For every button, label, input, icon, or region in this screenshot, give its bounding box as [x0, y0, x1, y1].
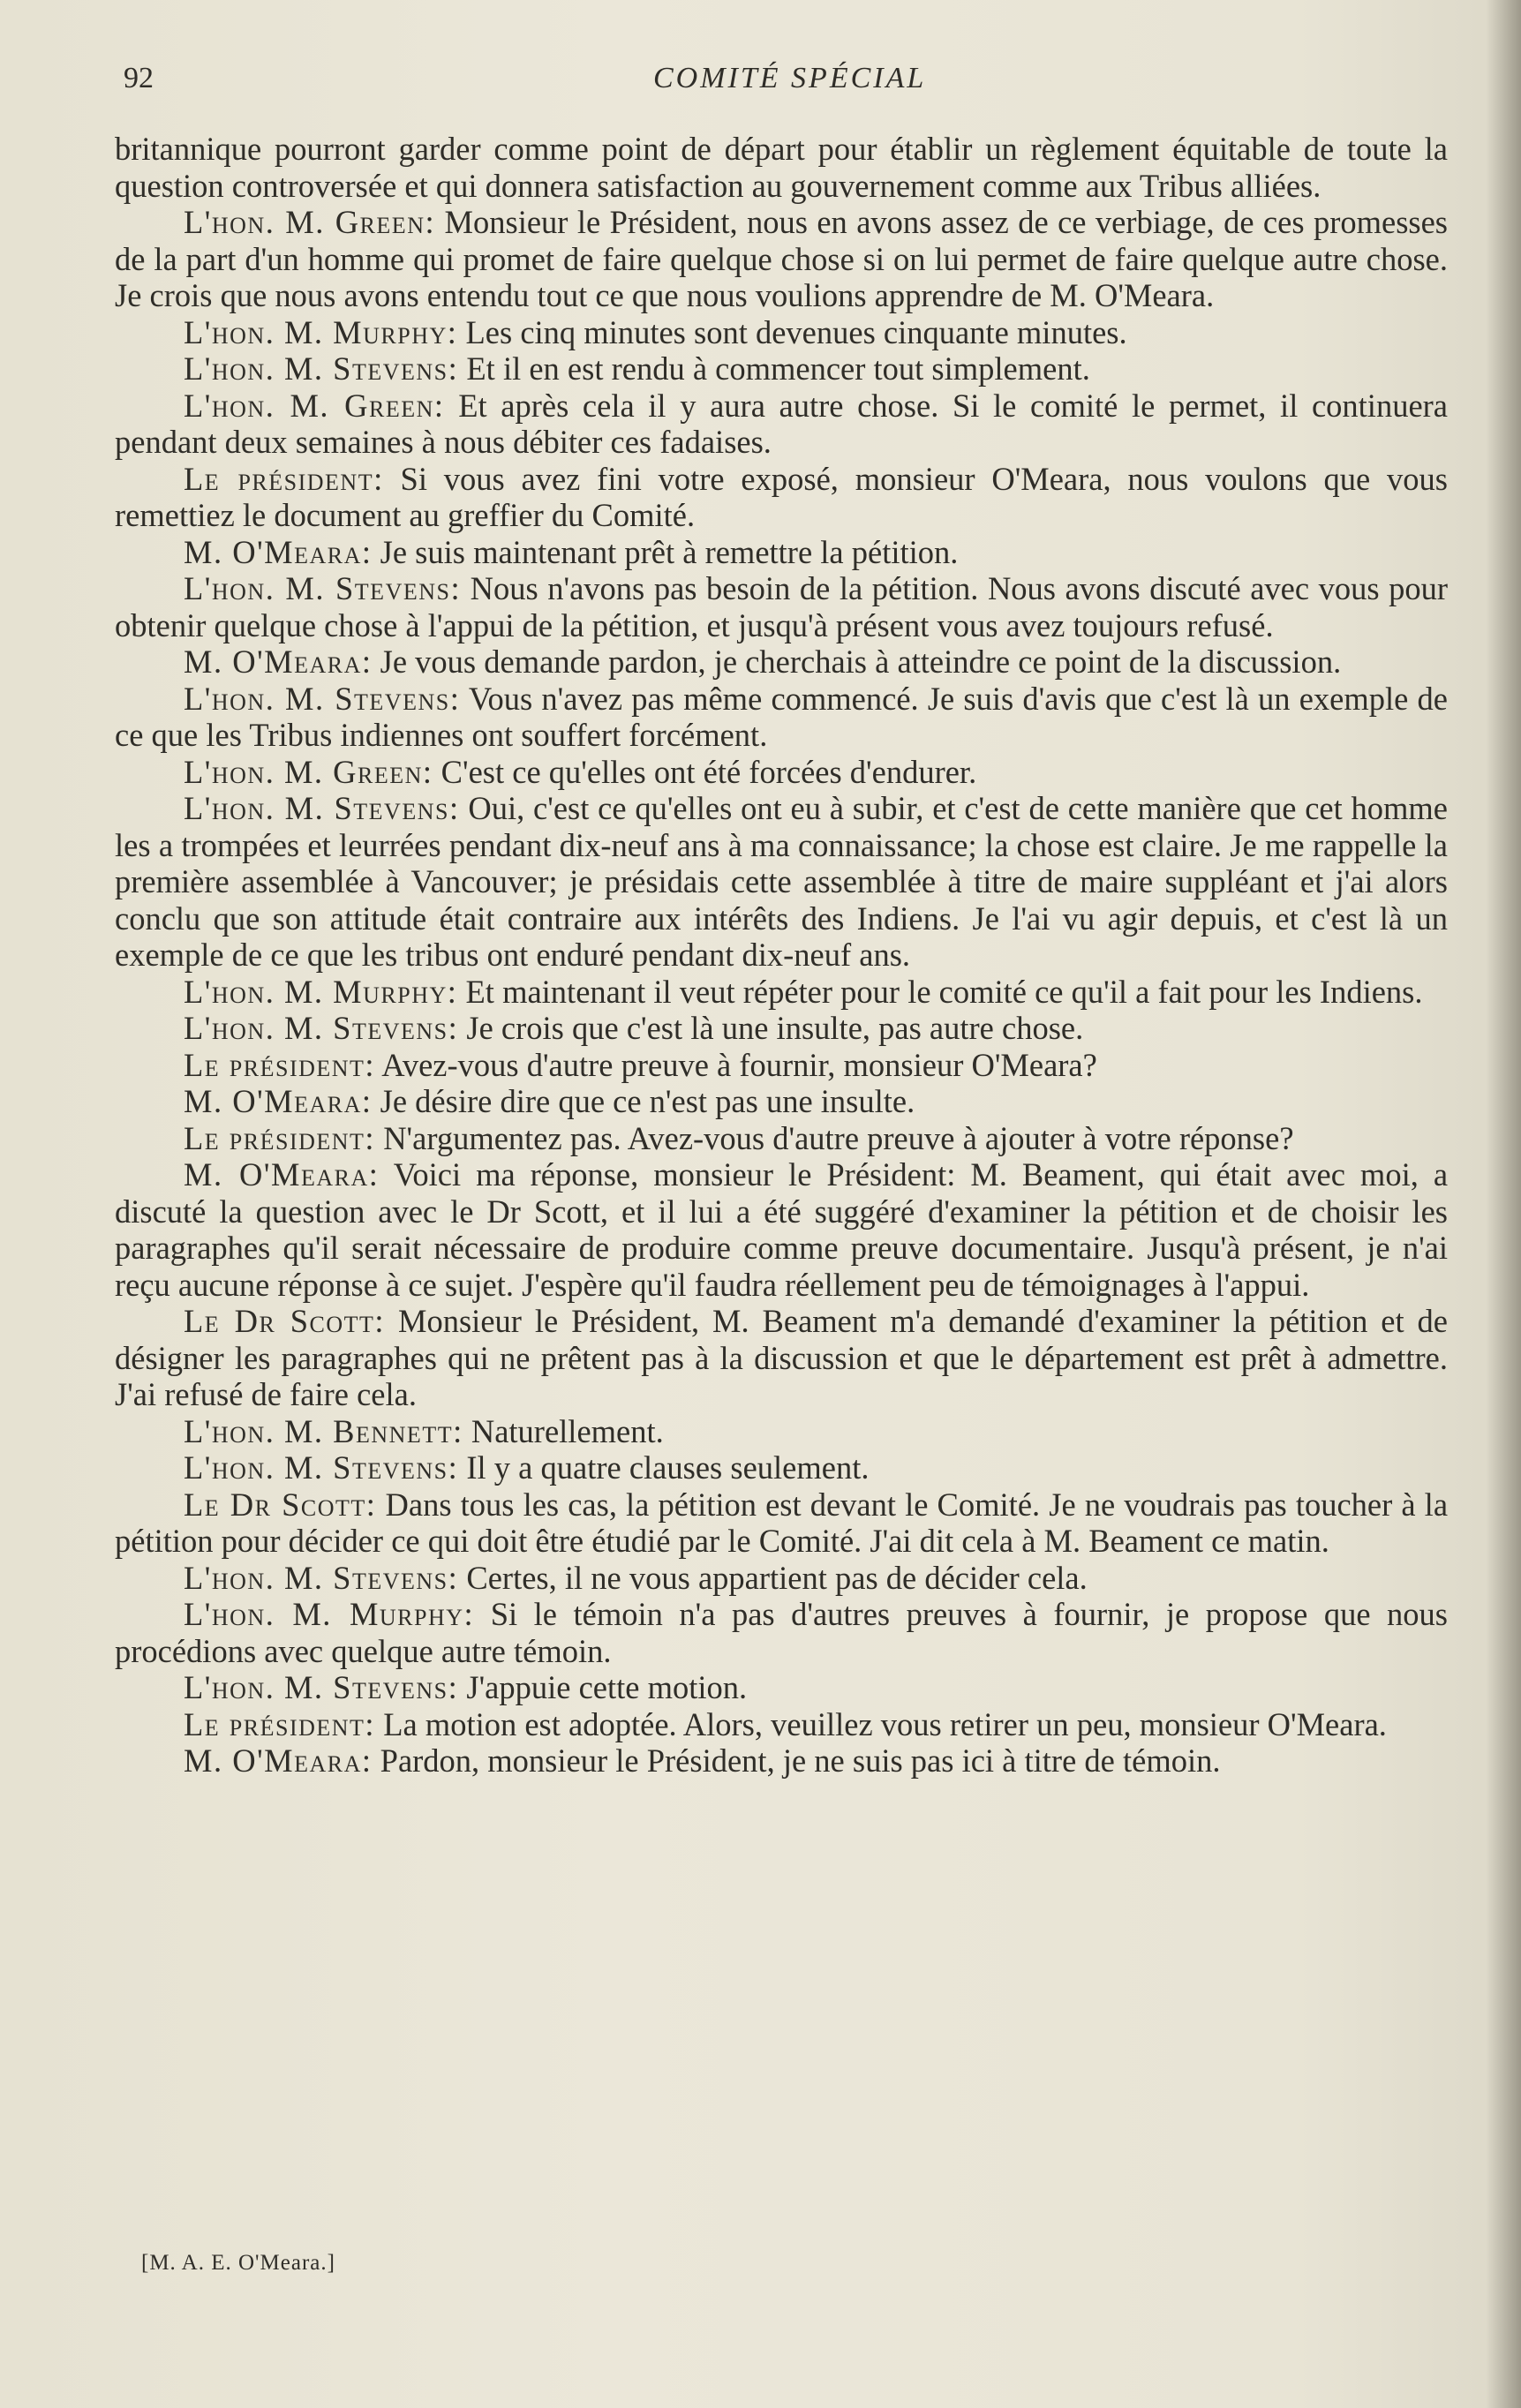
paragraph-text: Certes, il ne vous appartient pas de décider cela.: [466, 1559, 1088, 1596]
paragraph-text: Monsieur le Président, nous en avons assez de ce verbiage, de ces promesses de la part d'un homme qui promet de faire quelque chose si on lui permet de faire quelque autre chose. Je crois que nous avons entendu tout ce que nous voulions apprendre de M. O'Meara.: [115, 204, 1449, 313]
paragraph-text: N'argumentez pas. Avez-vous d'autre preuve à ajouter à votre réponse?: [383, 1119, 1294, 1156]
paragraph-text: Oui, c'est ce qu'elles ont eu à subir, et c'est de cette manière que cet homme les a trompées et leurrées pendant dix-neuf ans à ma connaissance; la chose est claire. Je me rappelle la première assemblée à Vancouver; je présidais cette assemblée à titre de maire suppléant et j'ai alors conclu que son attitude était contraire aux intérêts des Indiens. Je l'ai vu agir depuis, et c'est là un exemple de ce que les tribus ont enduré pendant dix-neuf ans.: [115, 790, 1449, 973]
paragraph: [115, 1303, 1448, 1413]
speaker-name: L'hon. M. Stevens:: [184, 1010, 459, 1046]
speaker-name: L'hon. M. Green:: [184, 204, 436, 240]
speaker-name: L'hon. M. Bennett:: [184, 1412, 463, 1449]
speaker-name: Le président:: [184, 1119, 376, 1156]
paragraph-text: Et après cela il y aura autre chose. Si le comité le permet, il continuera pendant deux semaines à nous débiter ces fadaises.: [115, 387, 1449, 460]
speaker-name: L'hon. M. Stevens:: [184, 790, 460, 826]
paragraph: [115, 388, 1448, 461]
paragraph: [115, 1742, 1448, 1780]
paragraph: [115, 314, 1448, 351]
speaker-name: L'hon. M. Green:: [184, 387, 445, 424]
body-text: [115, 131, 1448, 1780]
running-title: COMITÉ SPÉCIAL: [653, 62, 927, 94]
speaker-name: L'hon. M. Stevens:: [184, 680, 461, 717]
page-number: 92: [124, 62, 154, 94]
paragraph: [115, 1706, 1448, 1743]
paragraph-text: Si vous avez fini votre exposé, monsieur O'Meara, nous voulons que vous remettiez le document au greffier du Comité.: [115, 460, 1448, 533]
paragraph: [115, 1047, 1448, 1084]
page-edge-shadow: [1486, 0, 1521, 2408]
speaker-name: L'hon. M. Stevens:: [184, 1669, 459, 1705]
paragraph-text: Les cinq minutes sont devenues cinquante minutes.: [465, 313, 1127, 350]
footer-note: [M. A. E. O'Meara.]: [141, 2251, 335, 2275]
paragraph: [115, 570, 1448, 643]
paragraph: [115, 1449, 1448, 1486]
paragraph-text: C'est ce qu'elles ont été forcées d'endurer.: [440, 753, 977, 790]
paragraph: [115, 754, 1448, 791]
paragraph: [115, 131, 1448, 204]
paragraph-text: Dans tous les cas, la pétition est devant le Comité. Je ne voudrais pas toucher à la pétition pour décider ce qui doit être étudié par le Comité. J'ai dit cela à M. Beament ce matin.: [115, 1486, 1449, 1559]
paragraph-text: Avez-vous d'autre preuve à fournir, monsieur O'Meara?: [381, 1046, 1097, 1083]
speaker-name: Le président:: [184, 1705, 376, 1742]
paragraph: [115, 1560, 1448, 1597]
speaker-name: L'hon. M. Green:: [184, 753, 433, 790]
paragraph: [115, 350, 1448, 388]
paragraph-text: Voici ma réponse, monsieur le Président: M. Beament, qui était avec moi, a discuté la question avec le Dr Scott, et il lui a été suggéré d'examiner la pétition et de choisir les paragraphes qu'il serait nécessaire de produire comme preuve documentaire. Jusqu'à présent, je n'ai reçu aucune réponse à ce sujet. J'espère qu'il faudra réellement peu de témoignages à l'appui.: [115, 1156, 1449, 1303]
speaker-name: L'hon. M. Murphy:: [184, 313, 458, 350]
speaker-name: M. O'Meara:: [184, 1742, 373, 1779]
paragraph-text: Je crois que c'est là une insulte, pas autre chose.: [466, 1010, 1084, 1046]
speaker-name: Le président:: [184, 1046, 376, 1083]
paragraph: [115, 534, 1448, 571]
speaker-name: L'hon. M. Stevens:: [184, 1449, 459, 1486]
speaker-name: Le Dr Scott:: [184, 1303, 386, 1339]
paragraph-text: Et maintenant il veut répéter pour le comité ce qu'il a fait pour les Indiens.: [465, 973, 1423, 1010]
paragraph: [115, 1596, 1448, 1669]
paragraph-text: Pardon, monsieur le Président, je ne suis pas ici à titre de témoin.: [380, 1742, 1221, 1779]
paragraph: [115, 1156, 1448, 1303]
speaker-name: L'hon. M. Stevens:: [184, 1559, 459, 1596]
paragraph: [115, 1010, 1448, 1047]
paragraph: [115, 974, 1448, 1011]
speaker-name: M. O'Meara:: [184, 533, 373, 570]
speaker-name: L'hon. M. Stevens:: [184, 570, 462, 606]
paragraph-text: Il y a quatre clauses seulement.: [466, 1449, 870, 1486]
paragraph: [115, 790, 1448, 974]
paragraph: [115, 1083, 1448, 1120]
speaker-name: M. O'Meara:: [184, 1083, 373, 1119]
paragraph-text: Et il en est rendu à commencer tout simplement.: [466, 350, 1090, 387]
paragraph-text: britannique pourront garder comme point de départ pour établir un règlement équitable de toute la question controversée et qui donnera satisfaction au gouvernement comme aux Tribus alliées.: [115, 131, 1448, 204]
speaker-name: M. O'Meara:: [184, 643, 373, 680]
paragraph: [115, 643, 1448, 681]
paragraph-text: Naturellement.: [471, 1412, 664, 1449]
paragraph-text: Je désire dire que ce n'est pas une insulte.: [380, 1083, 915, 1119]
paragraph-text: Vous n'avez pas même commencé. Je suis d'avis que c'est là un exemple de ce que les Tribus indiennes ont souffert forcément.: [115, 680, 1448, 753]
speaker-name: Le président:: [184, 460, 384, 497]
page-header: [124, 62, 1448, 115]
paragraph: [115, 1669, 1448, 1706]
paragraph-text: Je vous demande pardon, je cherchais à atteindre ce point de la discussion.: [380, 643, 1342, 680]
paragraph: [115, 1413, 1448, 1450]
speaker-name: L'hon. M. Stevens:: [184, 350, 459, 387]
speaker-name: Le Dr Scott:: [184, 1486, 377, 1523]
paragraph: [115, 204, 1448, 314]
paragraph-text: Si le témoin n'a pas d'autres preuves à fournir, je propose que nous procédions avec quelque autre témoin.: [115, 1596, 1449, 1669]
paragraph-text: Monsieur le Président, M. Beament m'a demandé d'examiner la pétition et de désigner les paragraphes qui ne prêtent pas à la discussion et que le département est prêt à admettre. J'ai refusé de faire cela.: [115, 1303, 1448, 1412]
speaker-name: M. O'Meara:: [184, 1156, 380, 1193]
speaker-name: L'hon. M. Murphy:: [184, 1596, 475, 1632]
paragraph-text: La motion est adoptée. Alors, veuillez vous retirer un peu, monsieur O'Meara.: [383, 1705, 1387, 1742]
paragraph-text: Nous n'avons pas besoin de la pétition. Nous avons discuté avec vous pour obtenir quelque chose à l'appui de la pétition, et jusqu'à présent vous avez toujours refusé.: [115, 570, 1449, 643]
paragraph: [115, 1486, 1448, 1560]
speaker-name: L'hon. M. Murphy:: [184, 973, 458, 1010]
paragraph-text: J'appuie cette motion.: [466, 1669, 748, 1705]
paragraph: [115, 1120, 1448, 1157]
paragraph-text: Je suis maintenant prêt à remettre la pétition.: [380, 533, 959, 570]
paragraph: [115, 681, 1448, 754]
paragraph: [115, 461, 1448, 534]
